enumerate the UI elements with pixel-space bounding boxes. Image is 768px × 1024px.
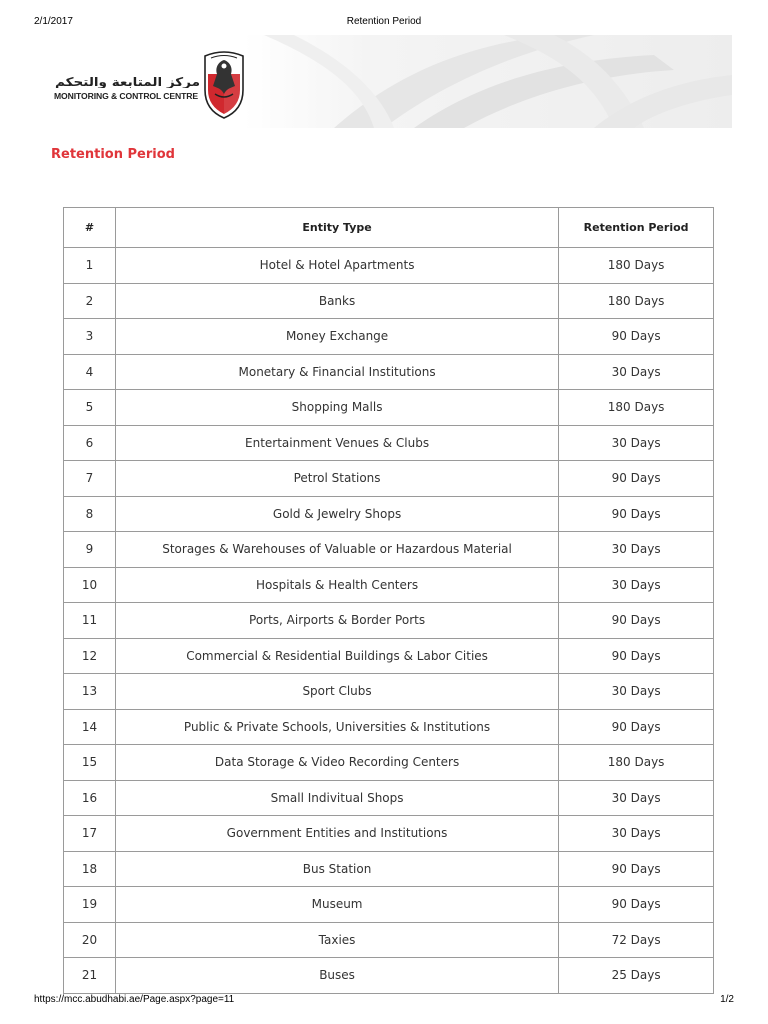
table-row — [64, 603, 714, 639]
retention-period-cell: 90 Days — [559, 709, 714, 745]
retention-period-cell: 90 Days — [559, 638, 714, 674]
page-url: https://mcc.abudhabi.ae/Page.aspx?page=11 — [34, 994, 235, 1005]
table-row — [64, 248, 714, 284]
table-row — [64, 816, 714, 852]
entity-type-cell: Small Indivitual Shops — [115, 780, 558, 816]
retention-period-cell: 30 Days — [559, 674, 714, 710]
column-header-entity-type: Entity Type — [115, 208, 558, 248]
row-number-cell: 21 — [64, 958, 116, 994]
entity-type-cell: Gold & Jewelry Shops — [115, 496, 558, 532]
table-row — [64, 425, 714, 461]
row-number-cell: 15 — [64, 745, 116, 781]
table-row — [64, 887, 714, 923]
logo-english-wordmark: MONITORING & CONTROL CENTRE — [54, 91, 199, 101]
row-number-cell: 13 — [64, 674, 116, 710]
entity-type-cell: Commercial & Residential Buildings & Labor Cities — [115, 638, 558, 674]
entity-type-cell: Hospitals & Health Centers — [115, 567, 558, 603]
retention-period-cell: 180 Days — [559, 283, 714, 319]
table-row — [64, 567, 714, 603]
retention-period-cell: 180 Days — [559, 745, 714, 781]
table-row — [64, 922, 714, 958]
entity-type-cell: Banks — [115, 283, 558, 319]
entity-type-cell: Data Storage & Video Recording Centers — [115, 745, 558, 781]
retention-table — [63, 207, 714, 994]
retention-period-cell: 30 Days — [559, 425, 714, 461]
column-header-number: # — [64, 208, 116, 248]
table-row — [64, 780, 714, 816]
print-footer — [34, 994, 734, 1008]
entity-type-cell: Bus Station — [115, 851, 558, 887]
retention-period-cell: 30 Days — [559, 354, 714, 390]
entity-type-cell: Hotel & Hotel Apartments — [115, 248, 558, 284]
entity-type-cell: Taxies — [115, 922, 558, 958]
entity-type-cell: Money Exchange — [115, 319, 558, 355]
retention-period-cell: 180 Days — [559, 248, 714, 284]
entity-type-cell: Buses — [115, 958, 558, 994]
entity-type-cell: Petrol Stations — [115, 461, 558, 497]
print-date: 2/1/2017 — [34, 16, 73, 27]
table-row — [64, 851, 714, 887]
row-number-cell: 4 — [64, 354, 116, 390]
svg-text:مركز المتابعة والتحكم: مركز المتابعة والتحكم — [55, 75, 184, 88]
table-row — [64, 354, 714, 390]
row-number-cell: 9 — [64, 532, 116, 568]
falcon-emblem-icon — [201, 50, 247, 120]
row-number-cell: 7 — [64, 461, 116, 497]
entity-type-cell: Entertainment Venues & Clubs — [115, 425, 558, 461]
row-number-cell: 11 — [64, 603, 116, 639]
table-body — [64, 248, 714, 994]
page-title: Retention Period — [51, 147, 175, 162]
table-row — [64, 532, 714, 568]
table-row — [64, 958, 714, 994]
table-row — [64, 319, 714, 355]
row-number-cell: 14 — [64, 709, 116, 745]
retention-period-cell: 90 Days — [559, 496, 714, 532]
row-number-cell: 3 — [64, 319, 116, 355]
entity-type-cell: Sport Clubs — [115, 674, 558, 710]
row-number-cell: 5 — [64, 390, 116, 426]
entity-type-cell: Public & Private Schools, Universities & Institutions — [115, 709, 558, 745]
row-number-cell: 6 — [64, 425, 116, 461]
page-number: 1/2 — [720, 994, 734, 1005]
retention-period-cell: 90 Days — [559, 887, 714, 923]
entity-type-cell: Monetary & Financial Institutions — [115, 354, 558, 390]
table-row — [64, 390, 714, 426]
row-number-cell: 17 — [64, 816, 116, 852]
table-row — [64, 461, 714, 497]
retention-period-cell: 30 Days — [559, 816, 714, 852]
row-number-cell: 2 — [64, 283, 116, 319]
table-row — [64, 709, 714, 745]
table-row — [64, 496, 714, 532]
row-number-cell: 12 — [64, 638, 116, 674]
entity-type-cell: Government Entities and Institutions — [115, 816, 558, 852]
table-header-row — [64, 208, 714, 248]
row-number-cell: 20 — [64, 922, 116, 958]
logo-arabic-wordmark — [55, 74, 200, 88]
retention-period-cell: 72 Days — [559, 922, 714, 958]
entity-type-cell: Storages & Warehouses of Valuable or Hazardous Material — [115, 532, 558, 568]
print-title: Retention Period — [346, 16, 422, 27]
row-number-cell: 8 — [64, 496, 116, 532]
retention-period-cell: 25 Days — [559, 958, 714, 994]
row-number-cell: 16 — [64, 780, 116, 816]
table-row — [64, 283, 714, 319]
retention-period-cell: 90 Days — [559, 603, 714, 639]
retention-period-cell: 90 Days — [559, 319, 714, 355]
table-row — [64, 638, 714, 674]
entity-type-cell: Ports, Airports & Border Ports — [115, 603, 558, 639]
table-row — [64, 745, 714, 781]
entity-type-cell: Shopping Malls — [115, 390, 558, 426]
row-number-cell: 10 — [64, 567, 116, 603]
retention-period-cell: 30 Days — [559, 780, 714, 816]
retention-period-cell: 180 Days — [559, 390, 714, 426]
entity-type-cell: Museum — [115, 887, 558, 923]
row-number-cell: 19 — [64, 887, 116, 923]
print-header — [34, 16, 734, 30]
retention-period-cell: 30 Days — [559, 532, 714, 568]
retention-period-cell: 90 Days — [559, 851, 714, 887]
retention-period-cell: 90 Days — [559, 461, 714, 497]
table-row — [64, 674, 714, 710]
row-number-cell: 18 — [64, 851, 116, 887]
column-header-retention-period: Retention Period — [559, 208, 714, 248]
row-number-cell: 1 — [64, 248, 116, 284]
retention-period-cell: 30 Days — [559, 567, 714, 603]
